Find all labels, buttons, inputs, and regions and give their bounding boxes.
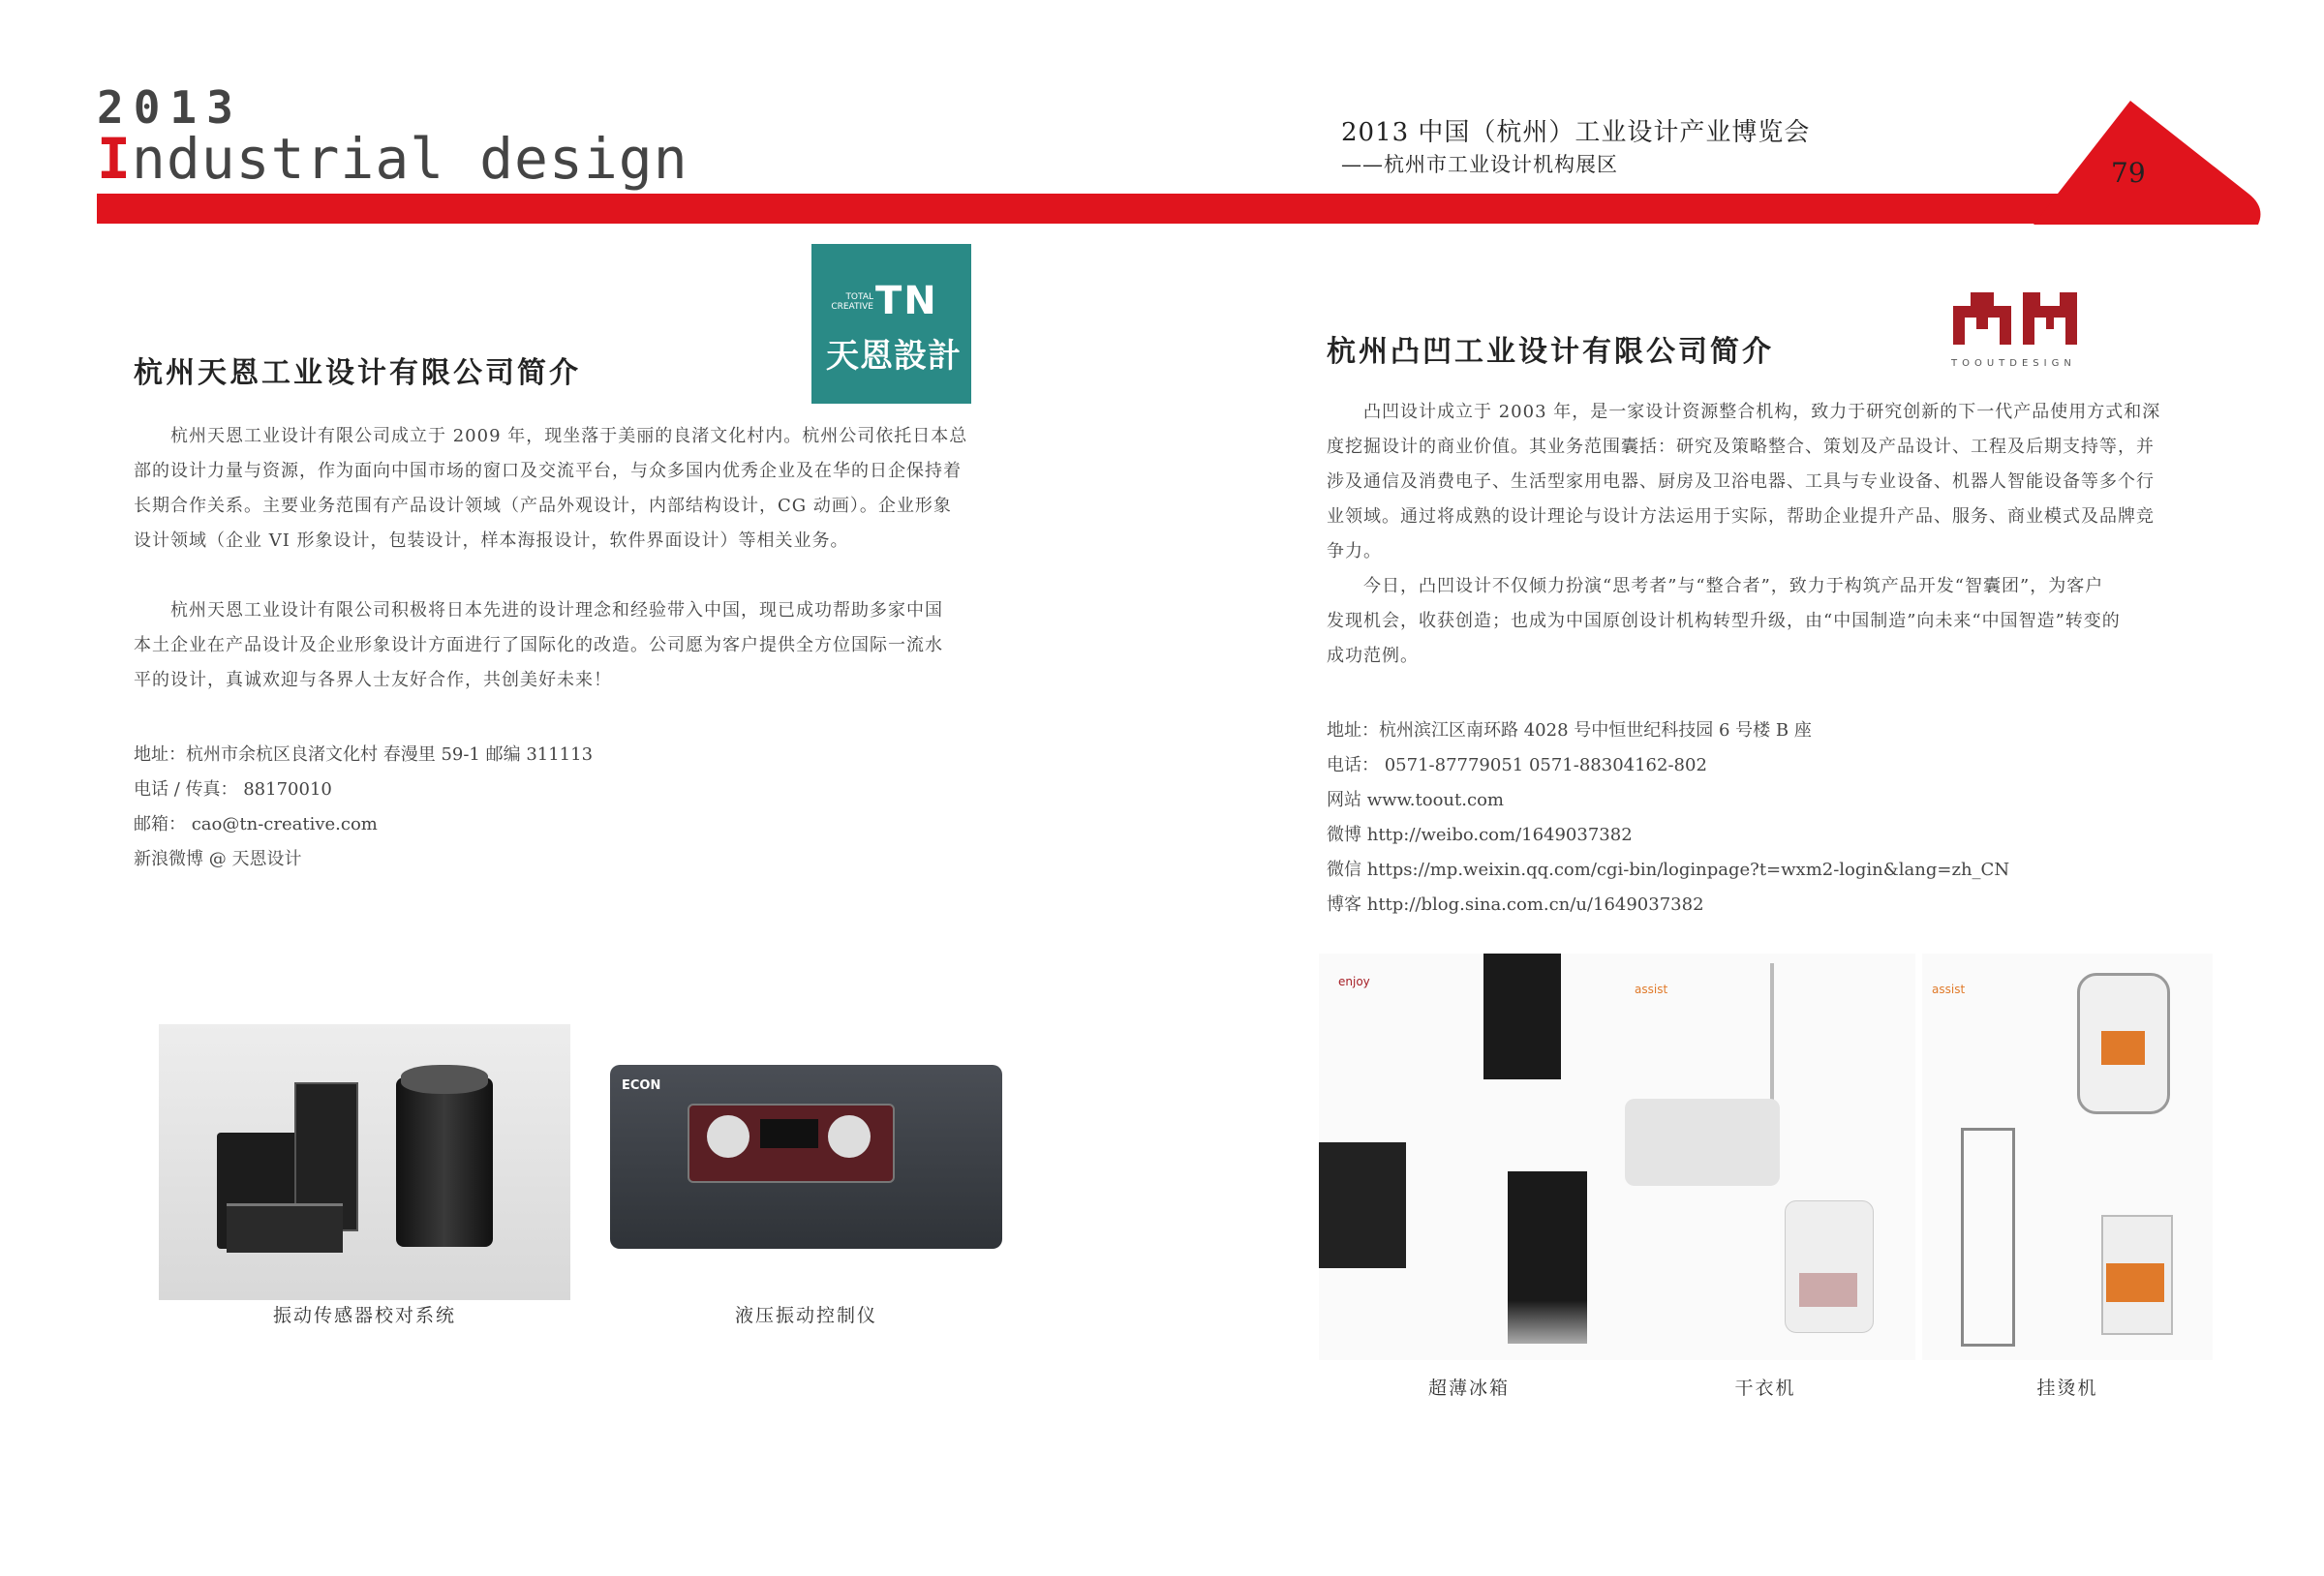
brand-title	[97, 126, 688, 192]
left-company-title: 杭州天恩工业设计有限公司简介	[134, 356, 581, 390]
caption-steamer: 挂烫机	[2036, 1378, 2098, 1399]
left-contacts	[134, 738, 593, 877]
panel-tag: assist	[1635, 983, 1668, 996]
expo-subtitle: ——杭州市工业设计机构展区	[1341, 153, 1618, 176]
toout-logo-text: TOOUTDESIGN	[1951, 358, 2076, 369]
page-number-tab	[2034, 97, 2266, 225]
text-line: 成功范例。	[1327, 646, 1419, 666]
caption-dryer: 干衣机	[1734, 1378, 1796, 1399]
text-line: 今日，凸凹设计不仅倾力扮演“思考者”与“整合者”，致力于构筑产品开发“智囊团”，为客户	[1363, 576, 2104, 596]
email: 邮箱： cao@tn-creative.com	[134, 814, 378, 834]
dryer-panel	[1615, 954, 1915, 1360]
text-line: 度挖掘设计的商业价值。其业务范围囊括：研究及策略整合、策划及产品设计、工程及后期支持等，并	[1327, 437, 2155, 457]
weibo[interactable]: 微博 http://weibo.com/1649037382	[1327, 825, 1633, 845]
tn-creative-logo	[811, 244, 971, 404]
right-company-title: 杭州凸凹工业设计有限公司简介	[1327, 335, 1774, 369]
phone: 电话： 0571-87779051 0571-88304162-802	[1327, 755, 1707, 775]
text-line: 杭州天恩工业设计有限公司成立于 2009 年，现坐落于美丽的良渚文化村内。杭州公司依托日本总	[170, 426, 968, 446]
right-contacts	[1327, 713, 2009, 923]
header-red-bar	[97, 194, 2179, 224]
website[interactable]: 网站 www.toout.com	[1327, 790, 1504, 810]
text-line: 部的设计力量与资源，作为面向中国市场的窗口及交流平台，与众多国内优秀企业及在华的日企保持着	[134, 461, 962, 481]
expo-title: 2013 中国（杭州）工业设计产业博览会	[1341, 118, 1811, 147]
wechat[interactable]: 微信 https://mp.weixin.qq.com/cgi-bin/loginpage?t=wxm2-login&lang=zh_CN	[1327, 860, 2010, 880]
brand-title-rest: ndustrial design	[131, 126, 688, 192]
address: 地址：杭州市余杭区良渚文化村 春漫里 59-1 邮编 311113	[134, 744, 594, 765]
caption-controller: 液压振动控制仪	[734, 1305, 877, 1326]
brand-title-initial: I	[97, 126, 132, 192]
vibration-sensor-photo	[159, 1024, 570, 1300]
panel-tag: assist	[1932, 983, 1966, 996]
product-brand: ECON	[622, 1078, 661, 1093]
logo-tn-letters: TN	[875, 279, 938, 323]
panel-tag: enjoy	[1338, 975, 1370, 988]
text-line: 平的设计，真诚欢迎与各界人士友好合作，共创美好未来！	[134, 670, 612, 690]
text-line: 长期合作关系。主要业务范围有产品设计领域（产品外观设计，内部结构设计，CG 动画）。企业形象	[134, 496, 952, 516]
text-line: 设计领域（企业 VI 形象设计，包装设计，样本海报设计，软件界面设计）等相关业务。	[134, 530, 849, 551]
toout-design-logo	[1951, 288, 2116, 376]
logo-cn-name: 天恩設計	[826, 337, 962, 376]
steamer-panel	[1922, 954, 2213, 1360]
fridge-panel	[1319, 954, 1619, 1360]
caption-sensor: 振动传感器校对系统	[272, 1305, 456, 1326]
logo-small-text: TOTAL CREATIVE	[831, 292, 873, 312]
text-line: 杭州天恩工业设计有限公司积极将日本先进的设计理念和经验带入中国，现已成功帮助多家中国	[170, 600, 943, 621]
phone: 电话 / 传真： 88170010	[134, 779, 332, 800]
text-line: 业领域。通过将成熟的设计理论与设计方法运用于实际，帮助企业提升产品、服务、商业模式及品牌竞	[1327, 506, 2155, 527]
brand-year: 2013	[97, 81, 243, 134]
text-line: 争力。	[1327, 541, 1382, 561]
left-paragraph-2	[134, 593, 1015, 698]
text-line: 涉及通信及消费电子、生活型家用电器、厨房及卫浴电器、工具与专业设备、机器人智能设备等多个行	[1327, 471, 2155, 492]
left-paragraph-1	[134, 419, 1015, 559]
text-line: 本土企业在产品设计及企业形象设计方面进行了国际化的改造。公司愿为客户提供全方位国际一流水	[134, 635, 943, 655]
page-number: 79	[2111, 157, 2146, 189]
blog[interactable]: 博客 http://blog.sina.com.cn/u/1649037382	[1327, 894, 1704, 915]
right-paragraph-1	[1327, 395, 2213, 569]
toout-logo-mark	[1951, 288, 2116, 347]
left-intro	[134, 419, 1015, 698]
right-paragraph-2	[1327, 569, 2213, 674]
weibo: 新浪微博 @ 天恩设计	[134, 849, 302, 869]
right-intro	[1327, 395, 2213, 674]
caption-fridge: 超薄冰箱	[1427, 1378, 1510, 1399]
hydraulic-controller-photo	[610, 1065, 1002, 1258]
text-line: 发现机会，收获创造；也成为中国原创设计机构转型升级，由“中国制造”向未来“中国智造”转变的	[1327, 611, 2121, 631]
address: 地址：杭州滨江区南环路 4028 号中恒世纪科技园 6 号楼 B 座	[1327, 720, 1812, 741]
text-line: 凸凹设计成立于 2003 年，是一家设计资源整合机构，致力于研究创新的下一代产品使用方式和深	[1363, 402, 2161, 422]
